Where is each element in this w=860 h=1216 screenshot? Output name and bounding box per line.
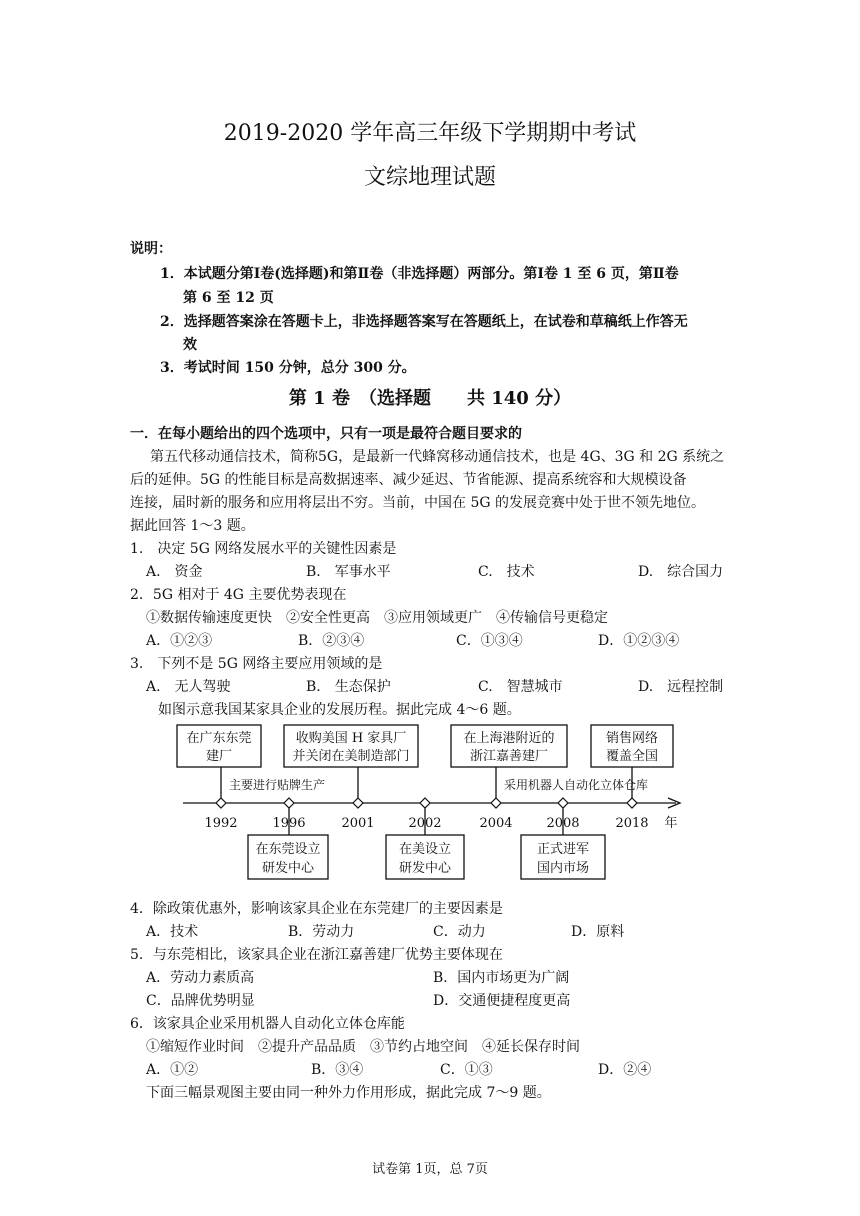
box-5-line-1: 在东莞设立 <box>255 842 321 857</box>
question-6-stem: 6．该家具企业采用机器人自动化立体仓库能 <box>130 1016 405 1032</box>
question-2-items: ①数据传输速度更快 ②安全性更高 ③应用领域更广 ④传输信号更稳定 <box>146 610 608 626</box>
question-5-option-b: B．国内市场更为广阔 <box>433 970 570 986</box>
year-label-2008: 2008 <box>546 816 580 831</box>
notes-label: 说明： <box>130 241 172 257</box>
box-1-line-2: 建厂 <box>205 749 233 764</box>
box-3-line-2: 浙江嘉善建厂 <box>469 749 549 764</box>
page-footer: 试卷第 1页，总 7页 <box>372 1162 488 1177</box>
question-4-option-d: D．原料 <box>571 924 625 940</box>
question-1-option-c: C. 技术 <box>478 564 535 580</box>
question-4-stem: 4．除政策优惠外，影响该家具企业在东莞建厂的主要因素是 <box>130 901 503 917</box>
passage-1-line-2: 后的延伸。5G 的性能目标是高数据速率、减少延迟、节省能源、提高系统容和大规模设备 <box>130 472 687 488</box>
volume-title: 第 1 卷 （选择题 共 140 分） <box>288 388 572 409</box>
note-item-2: 2．选择题答案涂在答题卡上，非选择题答案写在答题纸上，在试卷和草稿纸上作答无 <box>160 314 688 330</box>
question-3-option-b: B. 生态保护 <box>306 679 391 695</box>
question-5-option-c: C．品牌优势明显 <box>146 993 255 1009</box>
year-label-2018: 2018 <box>615 816 649 831</box>
question-6-option-b: B．③④ <box>311 1062 364 1078</box>
section-heading: 一．在每小题给出的四个选项中，只有一项是最符合题目要求的 <box>130 426 522 442</box>
page-subtitle: 文综地理试题 <box>363 165 496 190</box>
question-1-option-d: D. 综合国力 <box>638 564 724 580</box>
question-3-option-a: A. 无人驾驶 <box>146 679 231 695</box>
question-3-option-c: C. 智慧城市 <box>478 679 563 695</box>
passage-3: 下面三幅景观图主要由同一种外力作用形成，据此完成 7～9 题。 <box>146 1085 551 1101</box>
question-3-option-d: D. 远程控制 <box>638 679 724 695</box>
box-7-line-1: 正式进军 <box>536 842 590 857</box>
question-2-option-b: B．②③④ <box>298 633 365 649</box>
timeline-marker-1992 <box>216 798 226 808</box>
timeline-marker-1996 <box>284 798 294 808</box>
question-3-stem: 3. 下列不是 5G 网络主要应用领域的是 <box>130 656 383 672</box>
passage-1-line-3: 连接，届时新的服务和应用将层出不穷。当前，中国在 5G 的发展竞赛中处于世不领先地位。 <box>130 495 705 511</box>
timeline-marker-2018 <box>627 798 637 808</box>
question-4-option-c: C．动力 <box>433 924 486 940</box>
box-4-line-2: 覆盖全国 <box>605 749 659 764</box>
year-label-2001: 2001 <box>341 816 375 831</box>
timeline-marker-2001 <box>353 798 363 808</box>
question-1-stem: 1. 决定 5G 网络发展水平的关键性因素是 <box>130 541 397 557</box>
axis-unit-label: 年 <box>664 816 678 831</box>
note-item-3: 3．考试时间 150 分钟，总分 300 分。 <box>160 360 416 376</box>
year-label-1992: 1992 <box>204 816 238 831</box>
year-label-1996: 1996 <box>272 816 306 831</box>
question-5-option-d: D．交通便捷程度更高 <box>433 993 571 1009</box>
question-6-option-a: A．①② <box>146 1062 199 1078</box>
passage-1-line-4: 据此回答 1～3 题。 <box>130 518 255 534</box>
question-1-option-a: A. 资金 <box>146 564 203 580</box>
box-6-line-2: 研发中心 <box>398 861 452 876</box>
box-6-line-1: 在美设立 <box>398 842 452 857</box>
question-6-option-d: D．②④ <box>598 1062 652 1078</box>
question-5-stem: 5．与东莞相比，该家具企业在浙江嘉善建厂优势主要体现在 <box>130 947 503 963</box>
question-2-stem: 2．5G 相对于 4G 主要优势表现在 <box>130 587 347 603</box>
question-5-option-a: A．劳动力素质高 <box>146 970 255 986</box>
timeline-marker-2004 <box>491 798 501 808</box>
question-4-option-b: B．劳动力 <box>288 924 355 940</box>
year-label-2002: 2002 <box>408 816 442 831</box>
question-6-items: ①缩短作业时间 ②提升产品品质 ③节约占地空间 ④延长保存时间 <box>146 1039 580 1055</box>
note-item-1-cont: 第 6 至 12 页 <box>183 290 274 306</box>
question-4-option-a: A．技术 <box>146 924 199 940</box>
question-2-option-c: C．①③④ <box>456 633 523 649</box>
timeline-marker-2002 <box>420 798 430 808</box>
question-6-option-c: C．①③ <box>440 1062 493 1078</box>
box-3-line-1: 在上海港附近的 <box>463 731 555 746</box>
box-5-line-2: 研发中心 <box>261 861 315 876</box>
passage-2: 如图示意我国某家具企业的发展历程。据此完成 4～6 题。 <box>158 702 521 718</box>
box-2-line-2: 并关闭在美制造部门 <box>292 749 410 764</box>
box-2-line-1: 收购美国 H 家具厂 <box>295 731 407 746</box>
year-label-2004: 2004 <box>479 816 513 831</box>
question-2-option-d: D．①②③④ <box>598 633 680 649</box>
label-robot-warehouse: 采用机器人自动化立体仓库 <box>504 778 649 792</box>
page-title: 2019-2020 学年高三年级下学期期中考试 <box>223 121 637 146</box>
label-oem-production: 主要进行贴牌生产 <box>229 778 326 792</box>
box-1-line-1: 在广东东莞 <box>186 731 252 746</box>
question-2-option-a: A．①②③ <box>146 633 213 649</box>
question-1-option-b: B. 军事水平 <box>306 564 391 580</box>
box-4-line-1: 销售网络 <box>605 731 659 746</box>
note-item-2-cont: 效 <box>183 337 197 353</box>
box-7-line-2: 国内市场 <box>536 861 590 876</box>
passage-1-line-1: 第五代移动通信技术，简称5G，是最新一代蜂窝移动通信技术，也是 4G、3G 和 2G 系统之 <box>150 449 725 465</box>
timeline-marker-2008 <box>558 798 568 808</box>
note-item-1: 1．本试题分第Ⅰ卷(选择题)和第Ⅱ卷（非选择题）两部分。第Ⅰ卷 1 至 6 页，第Ⅱ卷 <box>160 266 679 282</box>
